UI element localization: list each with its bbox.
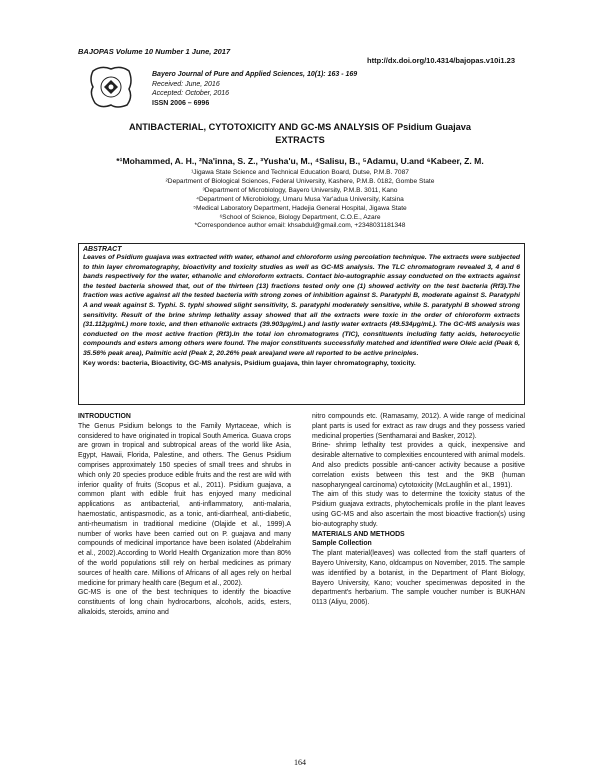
author-list: *¹Mohammed, A. H., ²Na'inna, S. Z., ³Yusha'u, M., ⁴Salisu, B., ⁵Adamu, U.and ⁶Kabeer, Z. M. [116,156,484,166]
journal-issue: BAJOPAS Volume 10 Number 1 June, 2017 [78,47,231,56]
affiliation-4: ⁴Department of Microbiology, Umaru Musa Yar'adua University, Katsina [196,195,404,203]
introduction-heading: INTRODUCTION [78,413,131,420]
paper-title [78,121,522,147]
journal-info [152,70,357,108]
journal-name: Bayero Journal of Pure and Applied Sciences, 10(1): 163 - 169 [152,71,358,78]
issn: ISSN 2006 – 6996 [152,99,210,107]
sample-collection-paragraph: The plant material(leaves) was collected from the staff quarters of Bayero University, Kano, oldcampus on November, 2015. The sample was identified by a botanist, in the Department of Plant Biology, Bayero University, Kano; voucher specimenwas deposited in the department's herbarium. The sample voucher number is BUKHAN 0113 (Aliyu, 2006). [312,550,525,607]
title-line-2: EXTRACTS [275,135,325,145]
correspondence: *Correspondence author email: khsabdul@gmail.com, +2348031181348 [194,222,406,230]
affiliation-3: ³Department of Microbiology, Bayero University, P.M.B. 3011, Kano [202,186,398,194]
right-column [312,412,525,608]
page-number: 164 [294,758,306,767]
affiliation-2: ²Department of Biological Sciences, Federal University, Kashere, P.M.B. 0182, Gombe State [165,177,435,185]
accepted-date: Accepted: October, 2016 [152,90,230,97]
left-column [78,412,291,618]
intro-paragraph-1: The Genus Psidium belongs to the Family Myrtaceae, which is considered to have originated in tropical South America. Guava crops are grown in tropical and subtropical areas of the world like Asia, Egypt, Hawaii, Florida, Palestine, and others. The Genus Psidium comprises approximately 150 species of small trees and shrubs in which only 20 species produce edible fruits and the rest are wild with inferior quality of fruits (Scopus et al., 2011). Psidium guajava, a common plant with edible fruit has enjoyed many medicinal applications as antibacterial, anti-inflammatory, anti-malaria, haemostatic, antispasmodic, as a tonic, anti-diarrheal, anti-diabetic, anti-rheumatism in traditional medicine (Olajide et al., 1999).A number of works have been carried out on P. guajava and many compounds of medicinal importance have been isolated (Abdelrahim et al., 2002).According to World Health Organization more than 80% of the world populations still rely on herbal medicines as primary sources of health care. Millions of Africans of all ages rely on herbal medicine for primary health care (Begum et al., 2002). [78,422,291,587]
logo-seal-icon [87,63,135,111]
affiliation-6: ⁶School of Science, Biology Department, C.O.E., Azare [219,213,381,221]
intro-paragraph-2: GC-MS is one of the best techniques to identify the bioactive constituents of long chain hydrocarbons, alcohols, acids, esters, alkaloids, steroids, amino and [78,589,291,616]
sample-collection-heading: Sample Collection [312,540,372,548]
journal-logo [87,63,135,111]
doi-link[interactable]: http://dx.doi.org/10.4314/bajopas.v10i1.23 [367,56,515,65]
affiliation-5: ⁵Medical Laboratory Department, Hadejia General Hospital, Jigawa State [193,204,407,212]
right-paragraph-2: Brine- shrimp lethality test provides a quick, inexpensive and desirable alternative to complexities encountered with animal models. And also predicts possible anti-cancer activity because a positive correlation exists between this test and the 9KB (human nasopharyngeal carcinoma) cytotoxicity (McLaughlin et al., 1991). [312,442,525,489]
title-line-1: ANTIBACTERIAL, CYTOTOXICITY AND GC-MS ANALYSIS OF Psidium Guajava [128,122,472,132]
abstract-text: Leaves of Psidium guajava was extracted with water, ethanol and chloroform using percolation technique. The extracts were subjected to thin layer chromatography, bioactivity and toxicity studies as well as GC-MS analysis. The TLC chromatogram revealed 3, 4 and 6 bands respectively for the water, ethanolic and chloroform extracts. Contact bio-autographic assay conducted on the extracts against the tested bacteria showed that, out of the thirteen (13) fractions tested only one (1) showed activity on the test bacteria (Rf3).The fraction was active against all the tested bacteria with strong zones of inhibition against S. Paratyphi B, moderate against S. Paratyphi A and weak against S. Typhi. S. typhi showed slight sensitivity, S. paratyphi moderately sensitive, while S. paratyphi B showed strong sensitivity. Result of the brine shrimp lethality assay showed that all the extracts were toxic in the order of chloroform extracts (31.112μg/mL) more toxic, and then ethanolic extracts (39.903μg/mL) and lastly water extracts (49.534μg/mL). The GC-MS analysis was conducted on the most active fraction (Rf3).In the total ion chromatograms (TIC), constituents including fatty acids, heterocyclic compounds and esters among others were found. The major constituents successfully matched and identified were Oleic acid (Peak 6, 35.56% peak area), Palmitic acid (Peak 2, 20.26% peak area)and were all reported to be active principles. [83,254,520,357]
keywords: Key words: bacteria, Bioactivity, GC-MS analysis, Psidium guajava, thin layer chromatography, toxicity. [83,359,416,367]
methods-heading: MATERIALS AND METHODS [312,530,405,538]
affiliations [78,169,522,231]
received-date: Received: June, 2016 [152,80,220,88]
right-paragraph-3: The aim of this study was to determine the toxicity status of the Psidium guajava extracts, phytochemicals profile in the plant leaves using GC-MS and also ascertain the most bioactive fraction(s) using bio-autography study. [312,491,525,528]
abstract-box [78,243,525,405]
affiliation-1: ¹Jigawa State Science and Technical Education Board, Dutse, P.M.B. 7087 [191,169,409,176]
right-paragraph-1: nitro compounds etc. (Ramasamy, 2012). A wide range of medicinal plant parts is used for extract as raw drugs and they possess varied medicinal properties (Senthamarai and Basker, 2012). [312,413,525,440]
abstract-heading: ABSTRACT [83,246,122,253]
